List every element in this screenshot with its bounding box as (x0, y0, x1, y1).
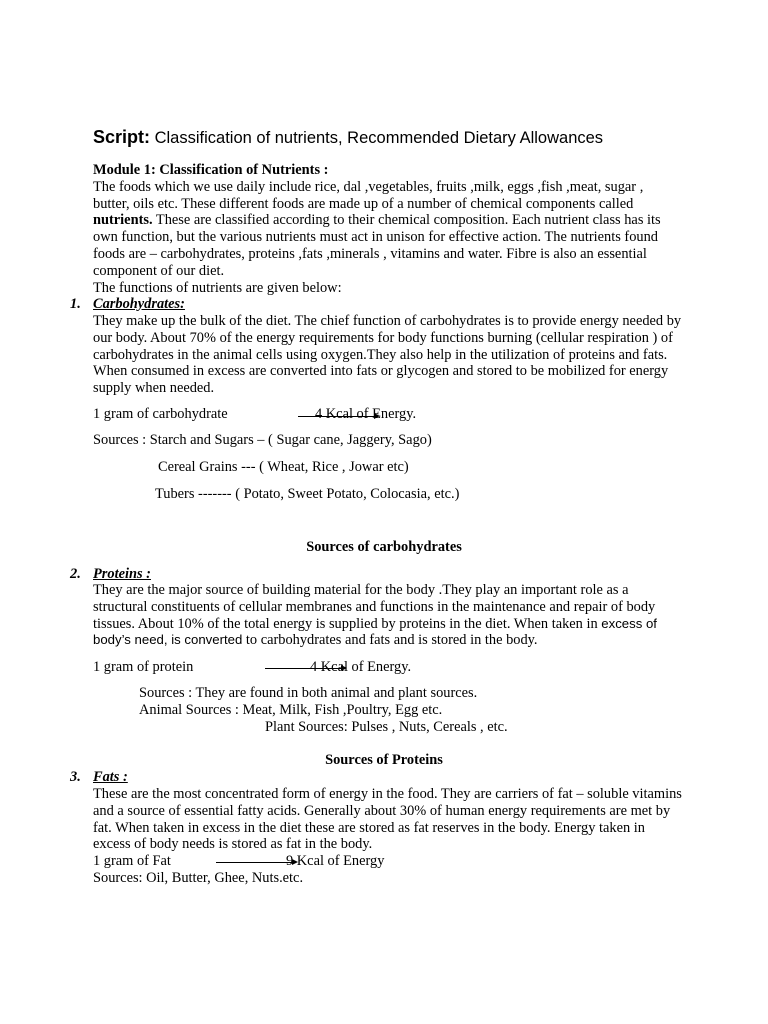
proteins-number: 2. (70, 566, 81, 582)
title-text: Classification of nutrients, Recommended Dietary Allowances (150, 129, 604, 147)
nutrients-term: nutrients. (93, 212, 153, 229)
carbohydrate-source-2: Cereal Grains --- ( Wheat, Rice , Jowar etc) (158, 459, 409, 475)
module-heading: Module 1: Classification of Nutrients : (93, 162, 329, 178)
carbohydrates-heading: Carbohydrates: (93, 296, 185, 312)
title-prefix: Script: (93, 127, 151, 147)
carbohydrates-caption: Sources of carbohydrates (306, 539, 462, 555)
module-paragraph (93, 179, 683, 280)
proteins-text (93, 582, 683, 649)
proteins-text-b: to carbohydrates and fats and is stored in the body. (242, 632, 538, 649)
protein-energy-label: 1 gram of protein (93, 659, 194, 675)
functions-intro: The functions of nutrients are given below: (93, 279, 342, 296)
fat-sources: Sources: Oil, Butter, Ghee, Nuts.etc. (93, 870, 304, 886)
carbohydrates-number: 1. (70, 296, 81, 312)
carbohydrates-text: They make up the bulk of the diet. The chief function of carbohydrates is to provide energy needed by our body. About 70% of the energy requirements for body functions burning (cellular respiration ) of carbohydrates in the animal cells using oxygen.They also help in the utilization of proteins and fats. When consumed in excess are converted into fats or glycogen and stored to be mobilized for energy supply when needed. (93, 313, 682, 397)
proteins-heading: Proteins : (93, 566, 151, 582)
module-text-a: The foods which we use daily include rice, dal ,vegetables, fruits ,milk, eggs ,fish ,meat, sugar , butter, oils etc. These different foods are made up of a number of chemical components called (93, 178, 644, 212)
carbohydrates-paragraph (93, 313, 683, 397)
fats-text: These are the most concentrated form of energy in the food. They are carriers of fat – soluble vitamins and a source of essential fatty acids. Generally about 30% of human energy requirements are met by fat. When taken in excess in the diet these are stored as fat reserves in the body. Energy taken in excess of body needs is stored as fat in the body. (93, 786, 682, 853)
module-text-b: These are classified according to their chemical composition. Each nutrient class has its own function, but the various nutrients must act in unison for effective action. The nutrients found foods are – carbohydrates, proteins ,fats ,minerals , vitamins and water. Fibre is also an essential component of our diet. (93, 212, 661, 279)
proteins-text-sans: excess of body’s need, is converted (93, 615, 657, 648)
protein-source-3: Plant Sources: Pulses , Nuts, Cereals , etc. (265, 719, 508, 735)
fats-paragraph (93, 786, 683, 853)
fat-arrow-icon (216, 862, 296, 863)
carbohydrate-energy-label: 1 gram of carbohydrate (93, 406, 228, 422)
proteins-paragraph (93, 582, 683, 649)
fats-number: 3. (70, 769, 81, 785)
module-section (93, 162, 683, 296)
fats-heading: Fats : (93, 769, 128, 785)
carbohydrate-energy-value: 4 Kcal of Energy. (315, 406, 417, 422)
carbohydrate-source-3: Tubers ------- ( Potato, Sweet Potato, Colocasia, etc.) (155, 486, 460, 502)
proteins-text-a: They are the major source of building material for the body .They play an important role as a structural constituents of cellular membranes and functions in the maintenance and repair of body tissues. About 10% of the total energy is supplied by proteins in the diet. When taken in (93, 582, 656, 632)
fat-energy-value: 9 Kcal of Energy (286, 853, 385, 869)
proteins-caption: Sources of Proteins (325, 752, 443, 768)
protein-source-2: Animal Sources : Meat, Milk, Fish ,Poultry, Egg etc. (139, 702, 443, 718)
document-title (93, 126, 603, 149)
carbohydrate-source-1: Sources : Starch and Sugars – ( Sugar cane, Jaggery, Sago) (93, 432, 432, 448)
protein-source-1: Sources : They are found in both animal and plant sources. (139, 685, 478, 701)
fat-energy-label: 1 gram of Fat (93, 853, 171, 869)
protein-energy-value: 4 Kcal of Energy. (310, 659, 412, 675)
